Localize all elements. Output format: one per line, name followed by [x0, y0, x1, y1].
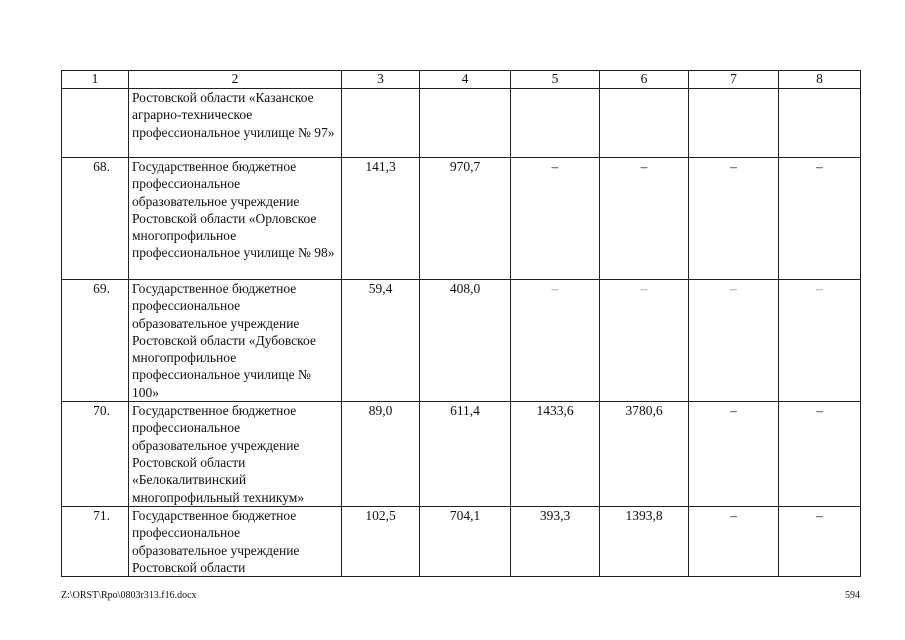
table-row: [62, 507, 861, 577]
institution-name: Государственное бюджетное профессиональное образовательное учреждение Ростовской области «Дубовское многопрофильное профессиональное училище № 100»: [129, 280, 342, 402]
cell-col5: –: [511, 158, 600, 280]
data-table: [61, 70, 861, 577]
row-number: 71.: [62, 507, 129, 577]
cell-col6: 1393,8: [600, 507, 689, 577]
table-row: [62, 402, 861, 507]
column-header: 8: [779, 71, 861, 89]
column-header: 7: [689, 71, 779, 89]
institution-name: Государственное бюджетное профессиональное образовательное учреждение Ростовской области: [129, 507, 342, 577]
cell-col5: 393,3: [511, 507, 600, 577]
cell-col4: 611,4: [420, 402, 511, 507]
cell-col8: –: [779, 280, 861, 402]
cell-col3: 89,0: [342, 402, 420, 507]
cell-col5: [511, 89, 600, 158]
column-header: 6: [600, 71, 689, 89]
cell-col5: 1433,6: [511, 402, 600, 507]
cell-col3: 59,4: [342, 280, 420, 402]
row-number: [62, 89, 129, 158]
cell-col8: –: [779, 158, 861, 280]
cell-col7: [689, 89, 779, 158]
table-row: [62, 158, 861, 280]
row-number: 70.: [62, 402, 129, 507]
file-path: Z:\ORST\Rpo\0803r313.f16.docx: [61, 590, 197, 601]
cell-col6: –: [600, 280, 689, 402]
cell-col4: 970,7: [420, 158, 511, 280]
cell-col4: 704,1: [420, 507, 511, 577]
cell-col7: –: [689, 158, 779, 280]
table-row: [62, 89, 861, 158]
column-header: 5: [511, 71, 600, 89]
row-number: 68.: [62, 158, 129, 280]
institution-name: Государственное бюджетное профессиональное образовательное учреждение Ростовской области «Белокалитвинский многопрофильный техникум»: [129, 402, 342, 507]
cell-col3: [342, 89, 420, 158]
table-row: [62, 280, 861, 402]
column-header: 1: [62, 71, 129, 89]
cell-col6: –: [600, 158, 689, 280]
cell-col5: –: [511, 280, 600, 402]
table-header-row: [62, 71, 861, 89]
row-number: 69.: [62, 280, 129, 402]
cell-col3: 102,5: [342, 507, 420, 577]
institution-name: Ростовской области «Казанское аграрно-техническое профессиональное училище № 97»: [129, 89, 342, 158]
cell-col4: [420, 89, 511, 158]
cell-col7: –: [689, 402, 779, 507]
cell-col3: 141,3: [342, 158, 420, 280]
column-header: 3: [342, 71, 420, 89]
cell-col7: –: [689, 280, 779, 402]
column-header: 4: [420, 71, 511, 89]
cell-col6: 3780,6: [600, 402, 689, 507]
institution-name: Государственное бюджетное профессиональное образовательное учреждение Ростовской области «Орловское многопрофильное профессиональное училище № 98»: [129, 158, 342, 280]
column-header: 2: [129, 71, 342, 89]
cell-col8: –: [779, 507, 861, 577]
cell-col7: –: [689, 507, 779, 577]
page-number: 594: [845, 590, 860, 601]
cell-col8: [779, 89, 861, 158]
cell-col4: 408,0: [420, 280, 511, 402]
cell-col8: –: [779, 402, 861, 507]
cell-col6: [600, 89, 689, 158]
